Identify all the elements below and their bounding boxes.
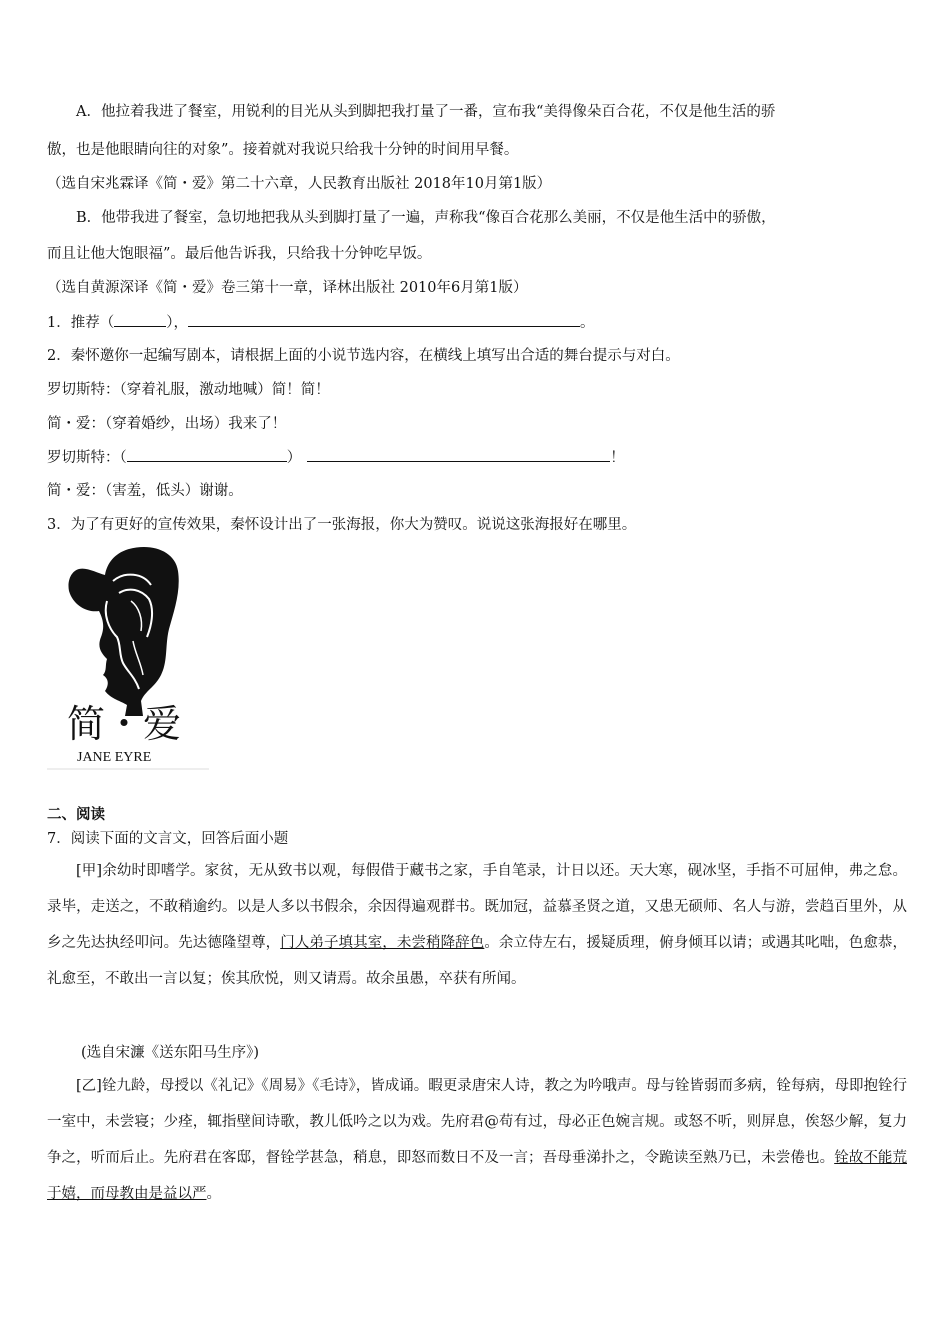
q1-suffix: 。 <box>579 315 595 331</box>
q1-prefix: 1．推荐（ <box>47 315 115 331</box>
section-heading: 二、阅读 <box>47 806 105 823</box>
passage-a-line1: A．他拉着我进了餐室，用锐利的目光从头到脚把我打量了一番，宣布我“美得像朵百合花，不仅是他生活的骄 <box>76 104 776 120</box>
poster-title-en: JANE EYRE <box>77 750 152 765</box>
script-line-d: 简・爱：（害羞，低头）谢谢。 <box>47 483 243 499</box>
jia-text-2: 。余立侍左右，援疑质理，俯身倾耳以请；或遇其叱咄，色愈恭，礼愈至，不敢出一言以复；俟其欣悦，则又请焉。故余虽愚，卒获有所闻。 <box>47 935 908 987</box>
passage-b-line1: B．他带我进了餐室，急切地把我从头到脚打量了一遍，声称我“像百合花那么美丽，不仅是他生活中的骄傲， <box>76 210 776 226</box>
script-line-c-mid: ） <box>286 450 302 466</box>
question-3: 3．为了有更好的宣传效果，秦怀设计出了一张海报，你大为赞叹。说说这张海报好在哪里。 <box>47 517 637 533</box>
poster-title-cn: 简・爱 <box>67 702 182 746</box>
q1-mid: ）， <box>166 315 188 331</box>
script-line-c-prefix: 罗切斯特：（ <box>47 450 127 466</box>
passage-yi <box>47 1068 907 1212</box>
question-7: 7．阅读下面的文言文，回答后面小题 <box>47 831 289 847</box>
woman-silhouette-icon <box>47 541 209 773</box>
yi-underlined-sentence: 铨故不能荒于嬉，而母教由是益以严 <box>47 1150 907 1202</box>
script-line-c <box>47 447 625 468</box>
passage-jia <box>47 853 907 997</box>
script-line-c-suffix: ！ <box>610 450 625 466</box>
yi-text-1: [乙]铨九龄，母授以《礼记》《周易》《毛诗》，皆成诵。暇更录唐宋人诗，教之为吟哦声。母与铨皆弱而多病，铨每病，母即抱铨行一室中，未尝寝；少痊，辄指壁间诗歌，教儿低吟之以为戏。先府君@苟有过，母必正色婉言规。或怒不听，则屏息，俟怒少解，复力争之，听而后止。先府君在客邸，督铨学甚急，稍息，即怒而数日不及一言；吾母垂涕扑之，令跪读至熟乃已，未尝倦也。 <box>47 1078 907 1166</box>
script-line-b: 简・爱：（穿着婚纱，出场）我来了！ <box>47 416 287 432</box>
passage-b-line2: 而且让他大饱眼福”。最后他告诉我，只给我十分钟吃早饭。 <box>47 246 432 262</box>
passage-b-source: （选自黄源深译《简・爱》卷三第十一章，译林出版社 2010年6月第1版） <box>47 280 528 296</box>
jia-text-1: [甲]余幼时即嗜学。家贫，无从致书以观，每假借于藏书之家，手自笔录，计日以还。天大寒，砚冰坚，手指不可屈伸，弗之怠。录毕，走送之，不敢稍逾约。以是人多以书假余，余因得遍观群书。既加冠，益慕圣贤之道，又患无硕师、名人与游，尝趋百里外，从乡之先达执经叩问。先达德隆望尊， <box>47 863 907 951</box>
jia-source: (选自宋濂《送东阳马生序》) <box>81 1045 260 1061</box>
question-1 <box>47 312 594 333</box>
passage-a-line2: 傲，也是他眼睛向往的对象”。接着就对我说只给我十分钟的时间用早餐。 <box>47 142 519 158</box>
jia-underlined-sentence: 门人弟子填其室，未尝稍降辞色 <box>280 935 485 951</box>
q1-blank-reason[interactable] <box>188 312 580 327</box>
script-line-a: 罗切斯特：（穿着礼服，激动地喊）简！简！ <box>47 382 330 398</box>
stage-direction-blank[interactable] <box>127 447 287 462</box>
q1-blank-book[interactable] <box>114 312 166 327</box>
passage-a-source: （选自宋兆霖译《简・爱》第二十六章，人民教育出版社 2018年10月第1版） <box>47 176 552 192</box>
jane-eyre-poster <box>47 541 209 773</box>
yi-text-2: 。 <box>206 1186 221 1202</box>
question-2: 2．秦怀邀你一起编写剧本，请根据上面的小说节选内容，在横线上填写出合适的舞台提示与对白。 <box>47 348 680 364</box>
dialogue-blank[interactable] <box>307 447 610 462</box>
